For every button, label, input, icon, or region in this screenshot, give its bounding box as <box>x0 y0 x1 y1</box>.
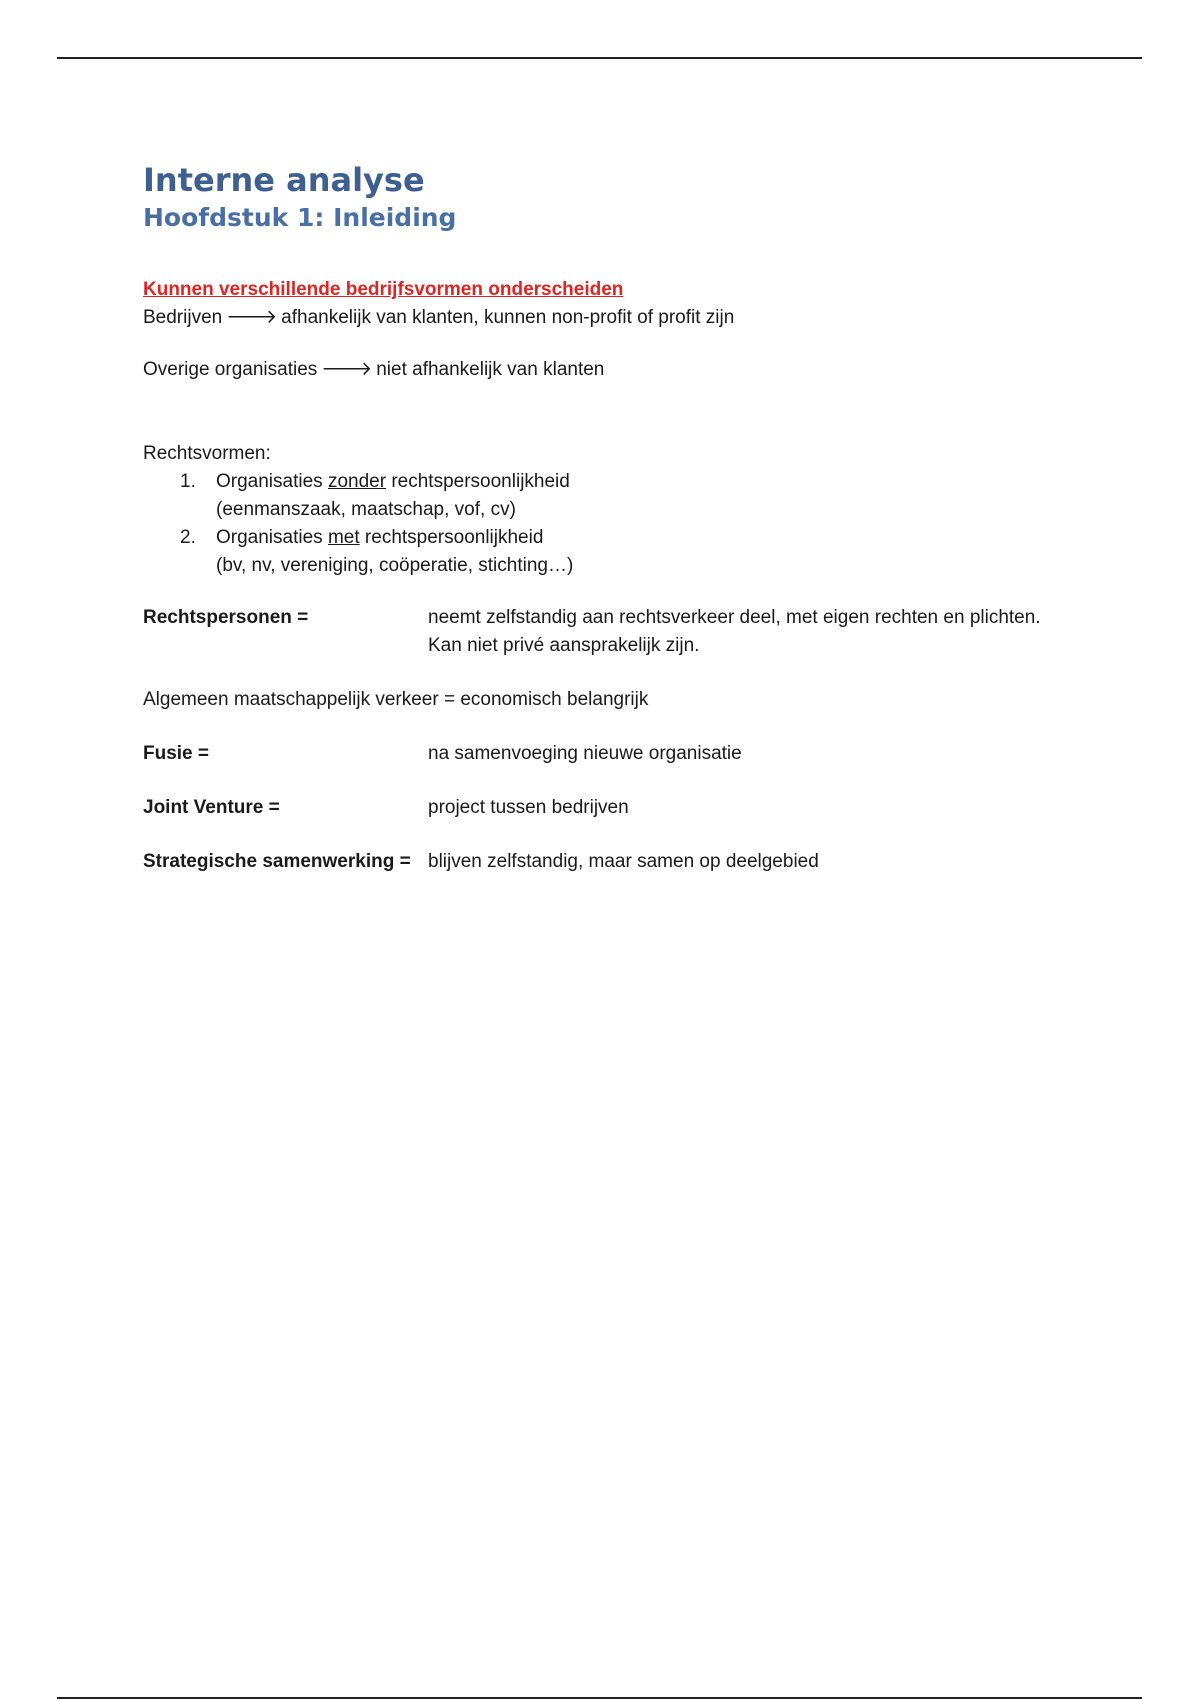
list-item <box>143 524 1063 580</box>
item-examples: (bv, nv, vereniging, coöperatie, stichting…) <box>216 555 574 576</box>
definition-strategische-samenwerking <box>143 848 1063 876</box>
arrow-right-icon: 🡒 <box>321 359 373 380</box>
header-rule <box>57 57 1142 59</box>
item-prefix: Organisaties <box>216 527 323 548</box>
definition-term: Fusie = <box>143 743 209 764</box>
bedrijven-line <box>143 304 1063 332</box>
document-title: Interne analyse <box>143 161 425 199</box>
item-emphasis: zonder <box>327 471 387 492</box>
footer-rule <box>57 1697 1142 1699</box>
rechtsvormen-heading: Rechtsvormen: <box>143 443 271 464</box>
item-suffix: rechtspersoonlijkheid <box>391 471 570 492</box>
document-body <box>143 160 1063 876</box>
overige-line <box>143 356 1063 384</box>
rechtsvormen-list <box>143 468 1063 580</box>
definition-term: Joint Venture = <box>143 797 280 818</box>
overige-label: Overige organisaties <box>143 359 318 380</box>
chapter-subtitle: Hoofdstuk 1: Inleiding <box>143 203 457 232</box>
item-emphasis: met <box>327 527 360 548</box>
bedrijven-text: afhankelijk van klanten, kunnen non-profit of profit zijn <box>281 307 735 328</box>
item-examples: (eenmanszaak, maatschap, vof, cv) <box>216 499 516 520</box>
definition-fusie <box>143 740 1063 768</box>
list-item <box>143 468 1063 524</box>
overige-text: niet afhankelijk van klanten <box>376 359 605 380</box>
list-number: 1. <box>180 471 196 492</box>
list-number: 2. <box>180 527 196 548</box>
item-prefix: Organisaties <box>216 471 323 492</box>
definition-joint-venture <box>143 794 1063 822</box>
definition-text: project tussen bedrijven <box>428 797 629 818</box>
definition-term: Strategische samenwerking = <box>143 851 411 872</box>
algemeen-line: Algemeen maatschappelijk verkeer = economisch belangrijk <box>143 689 649 710</box>
arrow-right-icon: 🡒 <box>226 307 278 328</box>
section-heading: Kunnen verschillende bedrijfsvormen onderscheiden <box>143 279 624 300</box>
definition-rechtspersonen <box>143 604 1063 660</box>
bedrijven-label: Bedrijven <box>143 307 223 328</box>
definition-text: blijven zelfstandig, maar samen op deelgebied <box>428 851 819 872</box>
definition-text: na samenvoeging nieuwe organisatie <box>428 743 742 764</box>
definition-text: neemt zelfstandig aan rechtsverkeer deel, met eigen rechten en plichten. Kan niet privé aansprakelijk zijn. <box>428 607 1041 656</box>
item-suffix: rechtspersoonlijkheid <box>364 527 544 548</box>
definition-term: Rechtspersonen = <box>143 607 309 628</box>
